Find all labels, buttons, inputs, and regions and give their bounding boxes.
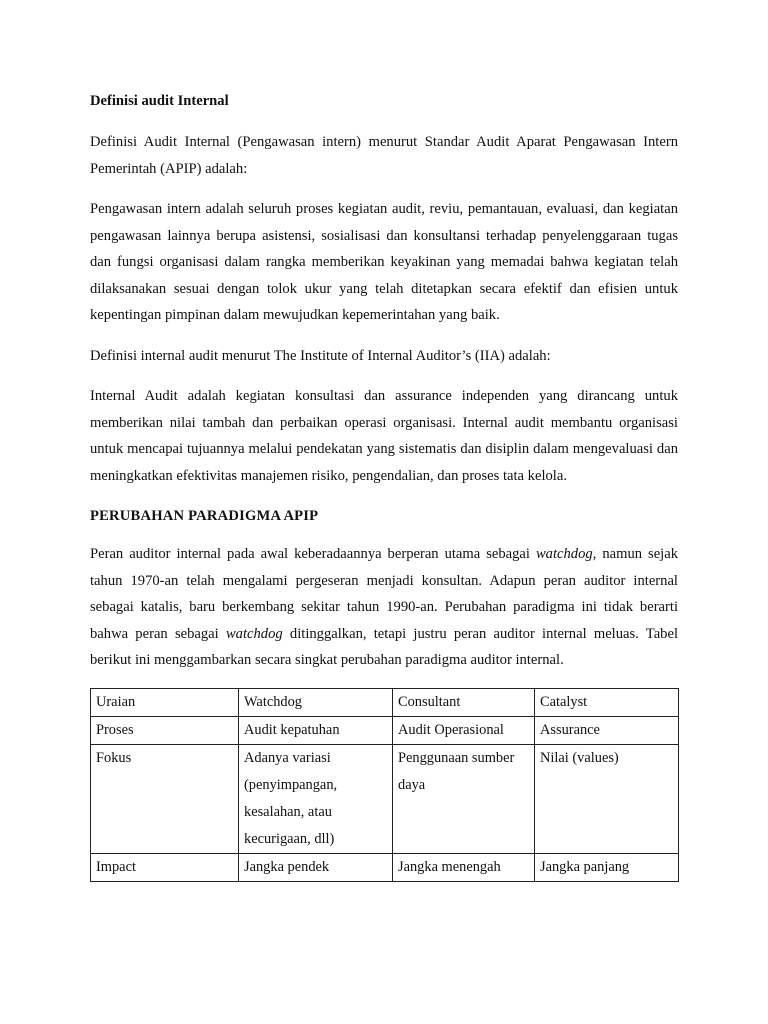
table-header-cell: Uraian <box>91 688 239 716</box>
paragraph-iia-definition: Internal Audit adalah kegiatan konsultasi dan assurance independen yang dirancang untuk memberikan nilai tambah dan perbaikan operasi organisasi. Internal audit membantu organisasi untuk mencapai tujuannya melalui pendekatan yang sistematis dan disiplin dalam mengevaluasi dan meningkatkan efektivitas manajemen risiko, pengendalian, dan proses tata kelola. <box>90 388 678 484</box>
table-header-cell: Consultant <box>393 688 535 716</box>
page-title: Definisi audit Internal <box>90 93 229 109</box>
table-row <box>91 744 679 853</box>
table-row <box>91 716 679 744</box>
table-cell: Audit kepatuhan <box>239 716 393 744</box>
paragraph-apip-definition: Pengawasan intern adalah seluruh proses kegiatan audit, reviu, pemantauan, evaluasi, dan kegiatan pengawasan lainnya berupa asistensi, sosialisasi dan konsultansi terhadap penyelenggaraan tugas dan fungsi organisasi dalam rangka memberikan keyakinan yang memadai bahwa kegiatan telah dilaksanakan sesuai dengan tolok ukur yang telah ditetapkan secara efektif dan efisien untuk kepentingan pimpinan dalam mewujudkan kepemerintahan yang baik. <box>90 201 678 323</box>
table-row <box>91 853 679 881</box>
table-cell: Jangka menengah <box>393 853 535 881</box>
paragraph-paradigm-change <box>90 541 678 674</box>
table-cell: Nilai (values) <box>535 744 679 853</box>
section-heading: PERUBAHAN PARADIGMA APIP <box>90 508 319 524</box>
table-cell: Penggunaan sumber daya <box>393 744 535 853</box>
paradigm-table <box>90 688 679 882</box>
table-cell: Impact <box>91 853 239 881</box>
italic-term: watchdog <box>225 625 283 642</box>
table-cell: Jangka pendek <box>239 853 393 881</box>
document-content <box>90 88 678 882</box>
paragraph-apip-definition-intro: Definisi Audit Internal (Pengawasan intern) menurut Standar Audit Aparat Pengawasan Intern Pemerintah (APIP) adalah: <box>90 134 678 177</box>
table-cell: Audit Operasional <box>393 716 535 744</box>
table-cell: Adanya variasi (penyimpangan, kesalahan, atau kecurigaan, dll) <box>239 744 393 853</box>
paragraph-text: ditinggalkan, tetapi justru peran auditor internal meluas. Tabel berikut ini menggambarkan secara singkat perubahan paradigma auditor internal. <box>90 625 678 668</box>
table-cell: Fokus <box>91 744 239 853</box>
paragraph-text: , namun sejak tahun 1970-an telah mengalami pergeseran menjadi konsultan. Adapun peran auditor internal sebagai katalis, baru berkembang sekitar tahun 1990-an. Perubahan paradigma ini tidak berarti bahwa peran sebagai <box>90 546 678 642</box>
table-cell: Proses <box>91 716 239 744</box>
table-header-cell: Catalyst <box>535 688 679 716</box>
paragraph-text: Peran auditor internal pada awal keberadaannya berperan utama sebagai <box>90 546 536 562</box>
table-cell: Jangka panjang <box>535 853 679 881</box>
table-header-row <box>91 688 679 716</box>
table-header-cell: Watchdog <box>239 688 393 716</box>
italic-term: watchdog <box>535 546 593 562</box>
paragraph-iia-definition-intro: Definisi internal audit menurut The Institute of Internal Auditor’s (IIA) adalah: <box>90 347 551 364</box>
table-cell: Assurance <box>535 716 679 744</box>
